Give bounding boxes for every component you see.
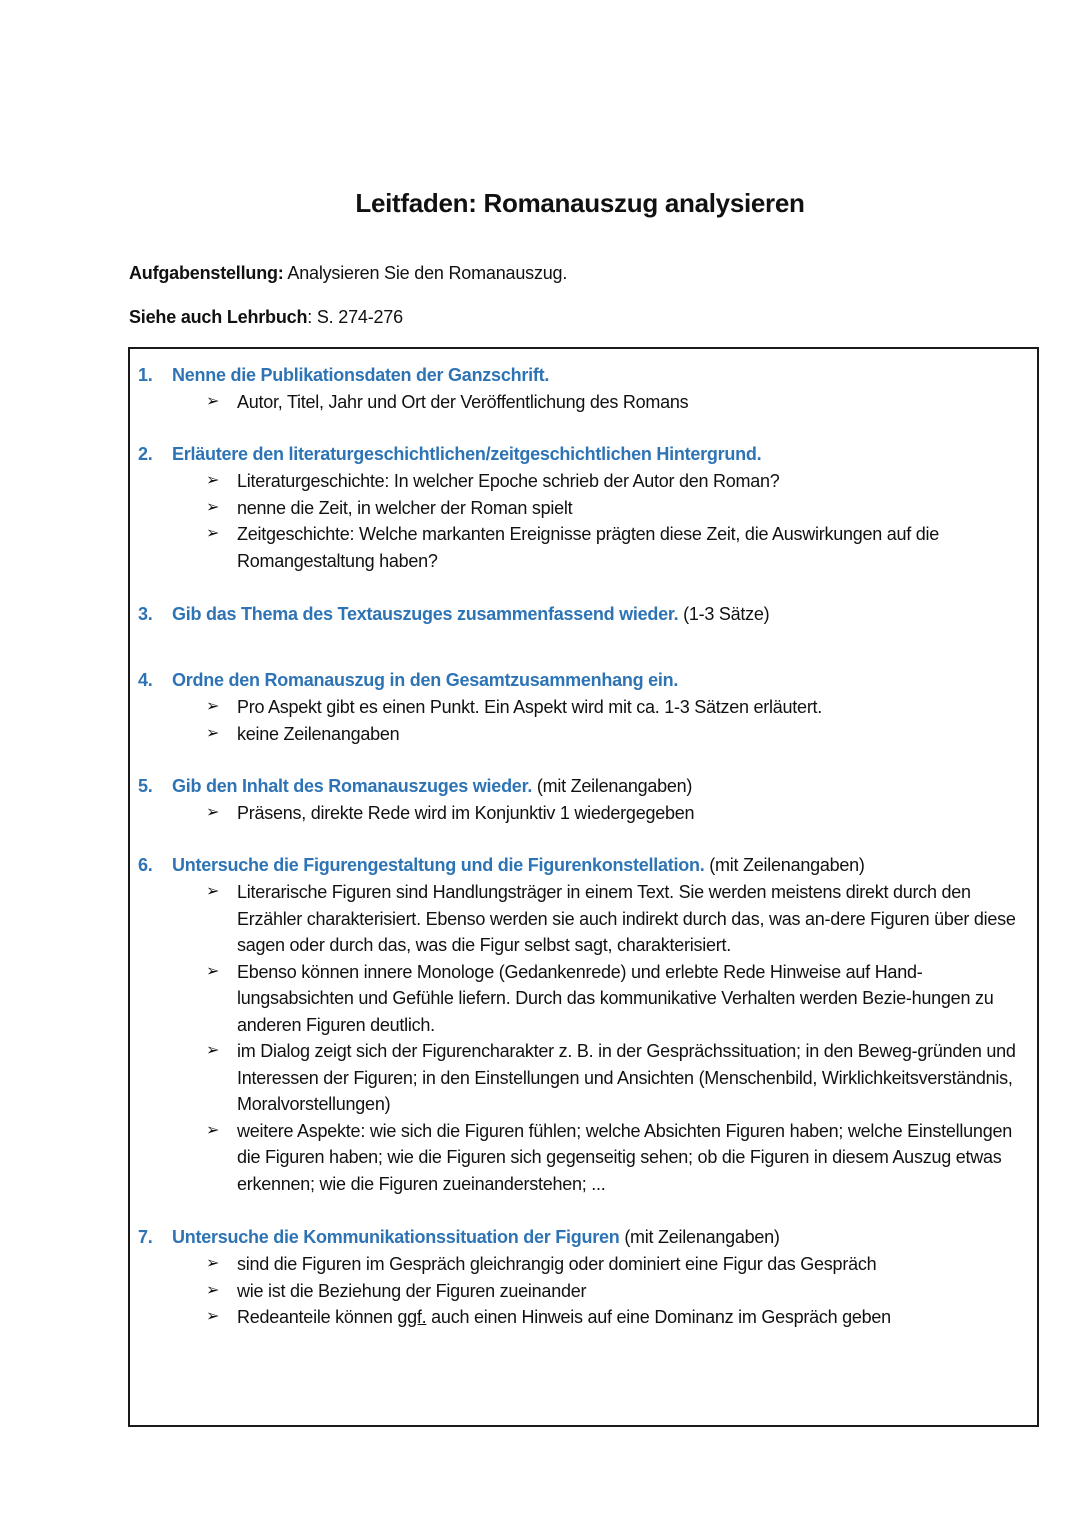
arrow-bullet-icon: ➢ xyxy=(206,962,220,980)
guide-item-5 xyxy=(138,773,1038,827)
task-line xyxy=(129,263,567,284)
arrow-bullet-icon: ➢ xyxy=(206,393,220,410)
item-suffix: (mit Zeilenangaben) xyxy=(704,855,865,875)
item-suffix: (1-3 Sätze) xyxy=(678,604,770,624)
item-number: 7. xyxy=(138,1227,153,1247)
task-label: Aufgabenstellung: xyxy=(129,263,284,283)
list-item: ➢ weitere Aspekte: wie sich die Figuren fühlen; welche Absichten Figuren haben; welche Einstellungen die Figuren haben; wie die Figuren sich gegenseitig sehen; ob die Figuren in diesem Auszug etwas erkennen; wie die Figuren zueinanderstehen; ... xyxy=(138,1118,1038,1198)
item-number: 5. xyxy=(138,776,153,796)
guide-item-4 xyxy=(138,667,1038,747)
arrow-bullet-icon: ➢ xyxy=(206,1121,220,1139)
item-number: 2. xyxy=(138,444,153,464)
arrow-bullet-icon: ➢ xyxy=(206,498,220,516)
guide-item-2 xyxy=(138,441,1038,574)
list-item: ➢ Autor, Titel, Jahr und Ort der Veröffentlichung des Romans xyxy=(138,389,1038,416)
page-title: Leitfaden: Romanauszug analysieren xyxy=(355,188,805,218)
list-item: ➢ nenne die Zeit, in welcher der Roman spielt xyxy=(138,495,1038,522)
item-heading: Untersuche die Kommunikationssituation der Figuren xyxy=(172,1227,620,1247)
guide-item-3 xyxy=(138,601,1038,628)
arrow-bullet-icon: ➢ xyxy=(206,1042,220,1059)
arrow-bullet-icon: ➢ xyxy=(206,724,220,742)
guide-item-1 xyxy=(138,362,1038,416)
guide-item-6 xyxy=(138,852,1038,1197)
underlined-abbreviation: ggf. xyxy=(397,1307,427,1327)
item-heading: Ordne den Romanauszug in den Gesamtzusammenhang ein. xyxy=(172,670,679,690)
arrow-bullet-icon: ➢ xyxy=(206,1308,220,1325)
list-item: ➢ sind die Figuren im Gespräch gleichrangig oder dominiert eine Figur das Gespräch xyxy=(138,1251,1038,1278)
item-heading: Gib das Thema des Textauszuges zusammenfassend wieder. xyxy=(172,604,679,624)
task-value: Analysieren Sie den Romanauszug. xyxy=(283,263,568,283)
arrow-bullet-icon: ➢ xyxy=(206,472,220,489)
item-suffix: (mit Zeilenangaben) xyxy=(532,776,693,796)
item-number: 4. xyxy=(138,670,153,690)
list-item: ➢ Präsens, direkte Rede wird im Konjunktiv 1 wiedergegeben xyxy=(138,800,1038,827)
list-item: ➢ wie ist die Beziehung der Figuren zueinander xyxy=(138,1278,1038,1305)
arrow-bullet-icon: ➢ xyxy=(206,698,220,715)
arrow-bullet-icon: ➢ xyxy=(206,883,220,900)
item-number: 3. xyxy=(138,604,153,624)
list-item: ➢ im Dialog zeigt sich der Figurencharakter z. B. in der Gesprächssituation; in den Beweg-gründen und Interessen der Figuren; in den Einstellungen und Ansichten (Menschenbild, Wirklichkeitsverständnis, Moralvorstellungen) xyxy=(138,1038,1038,1118)
reference-label: Siehe auch Lehrbuch xyxy=(129,307,308,327)
list-item: ➢ Zeitgeschichte: Welche markanten Ereignisse prägten diese Zeit, die Auswirkungen auf die Romangestaltung haben? xyxy=(138,521,1038,574)
item-heading: Gib den Inhalt des Romanauszuges wieder. xyxy=(172,776,533,796)
reference-line xyxy=(129,307,403,328)
list-item: ➢ Literaturgeschichte: In welcher Epoche schrieb der Autor den Roman? xyxy=(138,468,1038,495)
arrow-bullet-icon: ➢ xyxy=(206,1255,220,1272)
item-heading: Untersuche die Figurengestaltung und die Figurenkonstellation. xyxy=(172,855,705,875)
item-heading: Erläutere den literaturgeschichtlichen/zeitgeschichtlichen Hintergrund. xyxy=(172,444,762,464)
list-item: ➢ Pro Aspekt gibt es einen Punkt. Ein Aspekt wird mit ca. 1-3 Sätzen erläutert. xyxy=(138,694,1038,721)
arrow-bullet-icon: ➢ xyxy=(206,804,220,821)
arrow-bullet-icon: ➢ xyxy=(206,1281,220,1299)
list-item: ➢ Literarische Figuren sind Handlungsträger in einem Text. Sie werden meistens direkt durch den Erzähler charakterisiert. Ebenso werden sie auch indirekt durch das, was an-dere Figuren über diese sagen oder durch das, was die Figur selbst sagt, charakterisiert. xyxy=(138,879,1038,959)
list-item: ➢ Ebenso können innere Monologe (Gedankenrede) und erlebte Rede Hinweise auf Hand-lungsabsichten und Gefühle liefern. Durch das kommunikative Verhalten werden Bezie-hungen zu anderen Figuren deutlich. xyxy=(138,959,1038,1039)
list-item: ➢ Redeanteile können ggf. auch einen Hinweis auf eine Dominanz im Gespräch geben xyxy=(138,1304,1038,1331)
guide-item-7 xyxy=(138,1224,1038,1331)
arrow-bullet-icon: ➢ xyxy=(206,525,220,542)
item-number: 1. xyxy=(138,365,153,385)
item-heading: Nenne die Publikationsdaten der Ganzschrift. xyxy=(172,365,550,385)
item-suffix: (mit Zeilenangaben) xyxy=(619,1227,780,1247)
reference-value: : S. 274-276 xyxy=(307,307,403,327)
item-number: 6. xyxy=(138,855,153,875)
list-item: ➢ keine Zeilenangaben xyxy=(138,721,1038,748)
